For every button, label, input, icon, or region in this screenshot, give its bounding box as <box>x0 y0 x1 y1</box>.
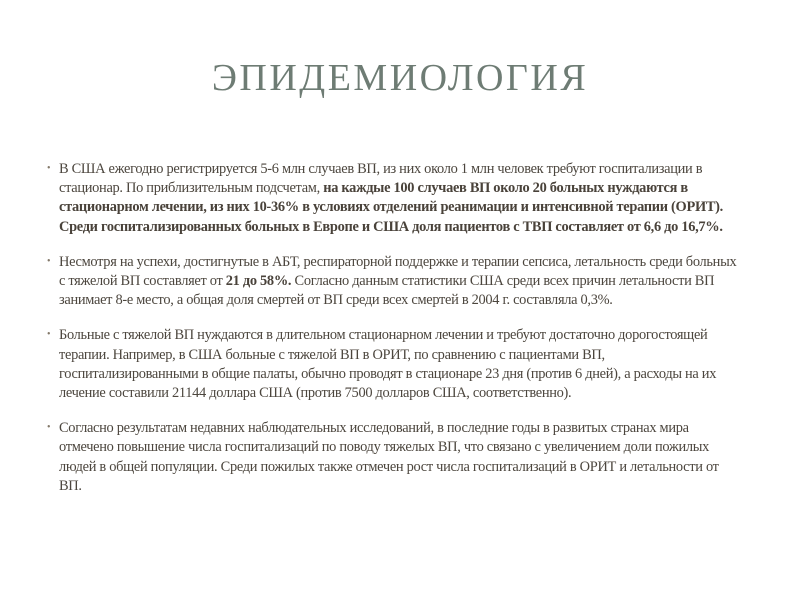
bullet-text-segment: Больные с тяжелой ВП нуждаются в длительном стационарном лечении и требуют достаточно дорогостоящей терапии. Например, в США больные с тяжелой ВП в ОРИТ, по сравнению с пациентами ВП, госпитализированными в общие палаты, обычно проводят в стационаре 23 дня (против 6 дней), а расходы на их лечение составили 21144 доллара США (против 7500 долларов США, соответственно). <box>59 327 717 402</box>
bullet-text-segment: В США ежегодно регистрируется 5-6 млн случаев ВП, из них около 1 млн человек требуют госпитализации в стационар. По приблизительным подсчетам, <box>59 161 703 197</box>
bullet-text-segment-bold: на каждые 100 случаев ВП около 20 больных нуждаются в стационарном лечении, из них 10-36% в условиях отделений реанимации и интенсивной терапии (ОРИТ). Среди госпитализированных больных в Европе и США доля пациентов с ТВП составляет от 6,6 до 16,7%. <box>59 180 723 235</box>
bullet-marker-icon: • <box>47 255 51 267</box>
bullet-text-segment-bold: 21 до 58%. <box>225 273 292 290</box>
bullet-marker-icon: • <box>47 422 51 434</box>
bullet-item <box>48 326 742 403</box>
slide-title: ЭПИДЕМИОЛОГИЯ <box>211 57 589 99</box>
bullet-list <box>48 160 742 512</box>
bullet-marker-icon: • <box>47 163 51 174</box>
bullet-text-segment: Несмотря на успехи, достигнутые в АБТ, респираторной поддержке и терапии сепсиса, летальность среди больных с тяжелой ВП составляет от <box>59 253 737 290</box>
bullet-marker-icon: • <box>47 329 51 341</box>
bullet-text-segment: Согласно результатам недавних наблюдательных исследований, в последние годы в развитых странах мира отмечено повышение числа госпитализаций по поводу тяжелых ВП, что связано с увеличением доли пожилых людей в общей популяции. Среди пожилых также отмечен рост числа госпитализаций в ОРИТ и летальности от ВП. <box>59 420 719 494</box>
bullet-item <box>48 419 742 496</box>
bullet-item <box>48 160 742 237</box>
bullet-item <box>48 253 742 311</box>
bullet-text-segment: Согласно данным статистики США среди всех причин летальности ВП занимает 8-е место, а общая доля смертей от ВП среди всех смертей в 2004 г. составляла 0,3%. <box>59 273 715 309</box>
